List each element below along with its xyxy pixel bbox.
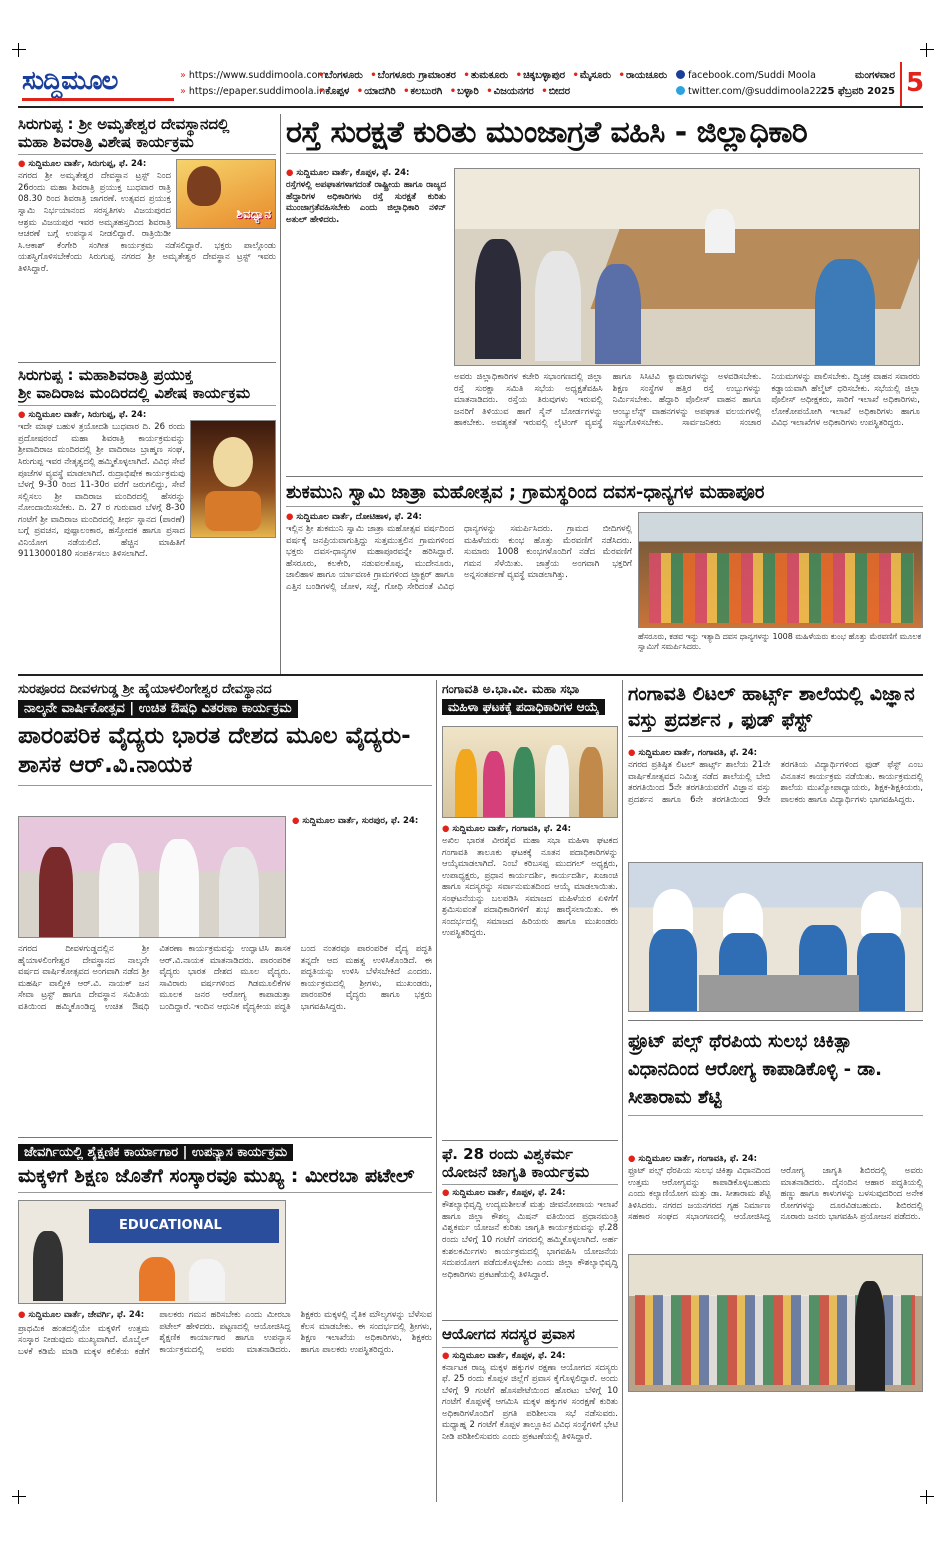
article-headline: ಗಂಗಾವತಿ ಲಿಟಲ್ ಹಾರ್ಟ್ಸ್ ಶಾಲೆಯಲ್ಲಿ ವಿಜ್ಞಾನ ವಸ್ತು ಪ್ರದರ್ಶನ , ಫುಡ್ ಫೆಸ್ಟ್ [628,682,923,737]
article-body: ನಗರದ ದೀವಳಗುಡ್ಡದಲ್ಲಿನ ಶ್ರೀ ಹೈಯಾಳಲಿಂಗೇಶ್ವರ ದೇವಸ್ಥಾನದ ನಾಲ್ಕನೇ ವರ್ಷದ ವಾರ್ಷಿಕೋತ್ಸವದ ಅಂಗವಾಗಿ ನಡೆದ ಶ್ರೀ ಮಹರ್ಷಿ ವಾಲ್ಮೀಕಿ ಆರ್.ವಿ. ನಾಯಕ್ ಜನ ಸೇವಾ ಟ್ರಸ್ಟ್ ಹಾಗೂ ದೇವಸ್ಥಾನ ಸಮಿತಿಯ ವತಿಯಿಂದ ಹಮ್ಮಿಕೊಂಡಿದ್ದ ಉಚಿತ ಔಷಧಿ ವಿತರಣಾ ಕಾರ್ಯಕ್ರಮವನ್ನು ಉದ್ಘಾಟಿಸಿ ಶಾಸಕ ಆರ್.ವಿ.ನಾಯಕ ಮಾತನಾಡಿದರು. ಪಾರಂಪರಿಕ ವೈದ್ಯರು ಭಾರತ ದೇಶದ ಮೂಲ ವೈದ್ಯರು. ಸಾವಿರಾರು ವರ್ಷಗಳಿಂದ ಗಿಡಮೂಲಿಕೆಗಳ ಮೂಲಕ ಜನರ ಆರೋಗ್ಯ ಕಾಪಾಡುತ್ತಾ ಬಂದಿದ್ದಾರೆ. ಇಂದಿನ ಆಧುನಿಕ ವೈದ್ಯಕೀಯ ಪದ್ಧತಿ ಬಂದ ನಂತರವೂ ಪಾರಂಪರಿಕ ವೈದ್ಯ ಪದ್ಧತಿ ತನ್ನದೇ ಆದ ಮಹತ್ವ ಉಳಿಸಿಕೊಂಡಿದೆ. ಈ ಪದ್ಧತಿಯನ್ನು ಉಳಿಸಿ ಬೆಳೆಸಬೇಕಿದೆ ಎಂದರು. ಕಾರ್ಯಕ್ರಮದಲ್ಲಿ ಶ್ರೀಗಳು, ಮುಖಂಡರು, ಪಾರಂಪರಿಕ ವೈದ್ಯರು ಹಾಗೂ ಭಕ್ತರು ಭಾಗವಹಿಸಿದ್ದರು. [18,944,432,1012]
photo-wall [455,169,920,229]
article-headline: ಆಯೋಗದ ಸದಸ್ಯರ ಪ್ರವಾಸ [442,1326,618,1348]
article-body: ಕೌಶಲ್ಯಾಭಿವೃದ್ಧಿ ಉದ್ಯಮಶೀಲತೆ ಮತ್ತು ಜೀವನೋಪಾಯ ಇಲಾಖೆ ಹಾಗೂ ಜಿಲ್ಲಾ ಕೌಶಲ್ಯ ಮಿಷನ್ ವತಿಯಿಂದ ಪ್ರಧಾನಮಂತ್ರಿ ವಿಶ್ವಕರ್ಮ ಯೋಜನೆ ಕುರಿತು ಜಾಗೃತಿ ಕಾರ್ಯಕ್ರಮವನ್ನು ಫೆ.28 ರಂದು ಬೆಳಿಗ್ಗೆ 10 ಗಂಟೆಗೆ ನಗರದಲ್ಲಿ ಹಮ್ಮಿಕೊಳ್ಳಲಾಗಿದೆ. ಅರ್ಹ ಕುಶಲಕರ್ಮಿಗಳು ಕಾರ್ಯಕ್ರಮದಲ್ಲಿ ಭಾಗವಹಿಸಿ ಯೋಜನೆಯ ಸದುಪಯೋಗ ಪಡೆದುಕೊಳ್ಳಬೇಕು ಎಂದು ಜಿಲ್ಲಾ ಕೌಶಲ್ಯಾಭಿವೃದ್ಧಿ ಅಧಿಕಾರಿಗಳು ಪ್ರಕಟಣೆಯಲ್ಲಿ ತಿಳಿಸಿದ್ದಾರೆ. [442,1200,618,1280]
section-rule [442,1320,618,1321]
town-item: • ತುಮಕೂರು [463,70,508,81]
column-rule [622,680,623,1502]
deity-figure [213,437,253,487]
article-body: ಅಖಿಲ ಭಾರತ ವೀರಶೈವ ಮಹಾ ಸಭಾ ಮಹಿಳಾ ಘಟಕದ ಗಂಗಾವತಿ ತಾಲೂಕು ಘಟಕಕ್ಕೆ ನೂತನ ಪದಾಧಿಕಾರಿಗಳನ್ನು ಆಯ್ಕೆಮಾಡಲಾಗಿದೆ. ನಿಂಬೆ ಕರಿಬಸಪ್ಪ ಮುದಗಲ್ ಅಧ್ಯಕ್ಷರು, ಉಪಾಧ್ಯಕ್ಷರು, ಪ್ರಧಾನ ಕಾರ್ಯದರ್ಶಿ, ಕಾರ್ಯದರ್ಶಿ, ಖಜಾಂಚಿ ಹಾಗೂ ಸದಸ್ಯರನ್ನು ಸರ್ವಾನುಮತದಿಂದ ಆಯ್ಕೆ ಮಾಡಲಾಯಿತು. ಸಂಘಟನೆಯನ್ನು ಬಲಪಡಿಸಿ ಸಮಾಜದ ಮಹಿಳೆಯರ ಏಳಿಗೆಗೆ ಶ್ರಮಿಸುವಂತೆ ಪದಾಧಿಕಾರಿಗಳಿಗೆ ಶುಭ ಹಾರೈಸಲಾಯಿತು. ಈ ಸಂದರ್ಭದಲ್ಲಿ ಸಮಾಜದ ಹಿರಿಯರು ಹಾಗೂ ಮುಖಂಡರು ಉಪಸ್ಥಿತರಿದ್ದರು. [442,836,618,939]
article-headline: ಮಕ್ಕಳಿಗೆ ಶಿಕ್ಷಣ ಜೊತೆಗೆ ಸಂಸ್ಕಾರವೂ ಮುಖ್ಯ : ಮೀರಬಾ ಪಟೇಲ್ [18,1165,432,1192]
photo-person [139,1257,175,1301]
facebook-icon [676,70,685,79]
photo-person [475,239,521,359]
workshop-photo [18,1200,286,1304]
town-item: • ರಾಯಚೂರು [619,70,668,81]
article-body: ಇದೇ ಮಾಘ ಬಹುಳ ತ್ರಯೋದಶಿ ಬುಧವಾರ ದಿ. 26 ರಂದು ಪ್ರದೋಷರಂದೆ ಮಹಾ ಶಿವರಾತ್ರಿ ಕಾರ್ಯಕ್ರಮವನ್ನು ಶ್ರೀವಾದಿರಾಜ ಮಂದಿರದಲ್ಲಿ ಶ್ರೀ ವಾದಿರಾಜ ಬ್ರಾಹ್ಮಣ ಸಂಘ, ಸಿರುಗುಪ್ಪ ಇವರ ನೇತೃತ್ವದಲ್ಲಿ ಹಮ್ಮಿಕೊಳ್ಳಲಾಗಿದೆ. ವಿವಿಧ ಸೇವೆ ಪೂಜೆಗಳ ವ್ಯವಸ್ಥೆ ಮಾಡಲಾಗಿದೆ. ರುದ್ರಾಭಿಷೇಕ ಕಾರ್ಯಕ್ರಮವು ಬೆಳಗ್ಗೆ 9-30 ರಿಂದ 11-30ರ ವರೆಗೆ ಜರುಗಲಿದ್ದು, ಸೇವೆ ಸಲ್ಲಿಸಲು ಶ್ರೀ ವಾದಿರಾಜ ಮಂದಿರದಲ್ಲಿ ಹೆಸರನ್ನು ನೋಂದಾಯಿಸಬೇಕು. ದಿ. 27 ರ ಗುರುವಾರ ಬೆಳಗ್ಗೆ 8-30 ಗಂಟೆಗೆ ಶ್ರೀ ವಾದಿರಾಜ ಮಂದಿರದಲ್ಲಿ ತೀರ್ಥ ಸ್ನಾನದ (ಪಾರಣೆ) ಬಗ್ಗೆ ಪ್ರವಚನ, ಪುಷ್ಪಾಲಂಕಾರ, ಹಸ್ತೋದಕ ಹಾಗೂ ಪ್ರಸಾದ ವಿನಿಯೋಗ ನಡೆಯಲಿದೆ. ಹೆಚ್ಚಿನ ಮಾಹಿತಿಗೆ 9113000180 ಸಂಪರ್ಕಿಸಲು ತಿಳಿಸಲಾಗಿದೆ. [18,422,185,560]
section-rule [18,362,276,363]
poster-caption: ಶಿವಧ್ಯಾನ [236,207,271,222]
a5-text [628,748,923,854]
article-shukamuni-jatra [286,482,923,670]
deity-image [190,420,276,538]
article-body: ● ಸುದ್ದಿಮೂಲ ವಾರ್ತೆ, ಜೇವರ್ಗಿ, ಫೆ. 24: ಪ್ರಾಥಮಿಕ ಹಂತದಲ್ಲಿಯೇ ಮಕ್ಕಳಿಗೆ ಉತ್ತಮ ಸಂಸ್ಕಾರ ನೀಡುವುದು ಮುಖ್ಯವಾಗಿದೆ. ಮೊಬೈಲ್ ಬಳಕೆ ಕಡಿಮೆ ಮಾಡಿ ಮಕ್ಕಳ ಕಲಿಕೆಯ ಕಡೆಗೆ ಪಾಲಕರು ಗಮನ ಹರಿಸಬೇಕು ಎಂದು ಮೀರಬಾ ಪಟೇಲ್ ಹೇಳಿದರು. ಪಟ್ಟಣದಲ್ಲಿ ಆಯೋಜಿಸಿದ್ದ ಶೈಕ್ಷಣಿಕ ಕಾರ್ಯಾಗಾರ ಹಾಗೂ ಉಪನ್ಯಾಸ ಕಾರ್ಯಕ್ರಮದಲ್ಲಿ ಅವರು ಮಾತನಾಡಿದರು. ಶಿಕ್ಷಕರು ಮಕ್ಕಳಲ್ಲಿ ನೈತಿಕ ಮೌಲ್ಯಗಳನ್ನು ಬೆಳೆಸುವ ಕೆಲಸ ಮಾಡಬೇಕು. ಈ ಸಂದರ್ಭದಲ್ಲಿ ಶ್ರೀಗಳು, ಶಿಕ್ಷಣ ಇಲಾಖೆಯ ಅಧಿಕಾರಿಗಳು, ಶಿಕ್ಷಕರು ಹಾಗೂ ಪಾಲಕರು ಉಪಸ್ಥಿತರಿದ್ದರು. [18,1310,432,1500]
article-mahila-ghataka [442,682,618,1136]
social-links [676,68,822,100]
crop-mark [12,43,26,57]
food-counter [699,975,859,1011]
article-byline: ● ಸುದ್ದಿಮೂಲ ವಾರ್ತೆ, ಸಿರುಗುಪ್ಪ, ಫೆ. 24: [18,410,276,420]
town-item: • ಬೆಂಗಳೂರು ಗ್ರಾಮಾಂತರ [370,70,456,81]
photo-person [189,1259,225,1301]
article-byline: ● ಸುದ್ದಿಮೂಲ ವಾರ್ತೆ, ಜೇವರ್ಗಿ, ಫೆ. 24: [18,1310,149,1322]
photo-person [649,929,697,1011]
article-body: ನಗರದ ಪ್ರತಿಷ್ಠಿತ ಲಿಟಲ್ ಹಾರ್ಟ್ಸ್ ಶಾಲೆಯ 21ನೇ ವಾರ್ಷಿಕೋತ್ಸವದ ನಿಮಿತ್ತ ನಡೆದ ಶಾಲೆಯಲ್ಲಿ ಬೇಬಿ ತರಗತಿಯಿಂದ 5ನೇ ತರಗತಿಯವರೆಗೆ ವಿಜ್ಞಾನ ವಸ್ತು ಪ್ರದರ್ಶನ ಹಾಗೂ 6ನೇ ತರಗತಿಯಿಂದ 9ನೇ ತರಗತಿಯ ವಿದ್ಯಾರ್ಥಿಗಳಿಂದ ಫುಡ್ ಫೆಸ್ಟ್ ಎಂಬ ವಿನೂತನ ಕಾರ್ಯಕ್ರಮ ನಡೆಯಿತು. ಕಾರ್ಯಕ್ರಮದಲ್ಲಿ ಶಾಲೆಯ ಮುಖ್ಯೋಪಾಧ್ಯಾಯರು, ಶಿಕ್ಷಕ-ಶಿಕ್ಷಕಿಯರು, ಪಾಲಕರು ಹಾಗೂ ವಿದ್ಯಾರ್ಥಿಗಳು ಭಾಗವಹಿಸಿದ್ದರು. [628,760,923,805]
chef-hat [861,891,901,937]
article-kicker: ಜೇವರ್ಗಿಯಲ್ಲಿ ಶೈಕ್ಷಣಿಕ ಕಾರ್ಯಾಗಾರ | ಉಪನ್ಯಾಸ ಕಾರ್ಯಕ್ರಮ [18,1144,432,1161]
article-byline: ● ಸುದ್ದಿಮೂಲ ವಾರ್ತೆ, ಸುರಪುರ, ಫೆ. 24: [292,816,432,826]
photo-person [545,745,569,817]
article-fruit-pulse-therapy [628,1028,923,1502]
article-body: ಇಲ್ಲಿನ ಶ್ರೀ ಶುಕಮುನಿ ಸ್ವಾಮಿ ಜಾತ್ರಾ ಮಹೋತ್ಸವ ವರ್ಷದಿಂದ ವರ್ಷಕ್ಕೆ ಜನಪ್ರಿಯವಾಗುತ್ತಿದ್ದು ಸುತ್ತಮುತ್ತಲಿನ ಗ್ರಾಮಗಳಿಂದ ಭಕ್ತರು ದವಸ-ಧಾನ್ಯಗಳ ಮಹಾಪೂರವನ್ನೇ ಹರಿಸಿದ್ದಾರೆ. ಹೆಸರೂರು, ಕಲಕೇರಿ, ನಡುವಲಕೊಪ್ಪ, ಮುದೇನೂರು, ಜಾಲಿಹಾಳ ಹಾಗೂ ರ್ಯಾವಣಕಿ ಗ್ರಾಮಗಳಿಂದ ಟ್ರ್ಯಾಕ್ಟರ್ ಹಾಗೂ ಎತ್ತಿನ ಬಂಡಿಗಳಲ್ಲಿ ಜೋಳ, ಸಜ್ಜೆ, ಗೋಧಿ ಸೇರಿದಂತೆ ವಿವಿಧ ಧಾನ್ಯಗಳನ್ನು ಸಮರ್ಪಿಸಿದರು. ಗ್ರಾಮದ ಬೀದಿಗಳಲ್ಲಿ ಮಹಿಳೆಯರು ಕುಂಭ ಹೊತ್ತು ಮೆರವಣಿಗೆ ನಡೆಸಿದರು. ಸುಮಾರು 1008 ಕುಂಭಗಳೊಂದಿಗೆ ನಡೆದ ಮೆರವಣಿಗೆ ಗಮನ ಸೆಳೆಯಿತು. ಜಾತ್ರೆಯ ಅಂಗವಾಗಿ ಭಕ್ತರಿಗೆ ಅನ್ನಸಂತರ್ಪಣೆ ವ್ಯವಸ್ಥೆ ಮಾಡಲಾಗಿತ್ತು. [286,524,632,592]
town-item: • ಕೊಪ್ಪಳ [318,86,349,97]
article-headline: ಪಾರಂಪರಿಕ ವೈದ್ಯರು ಭಾರತ ದೇಶದ ಮೂಲ ವೈದ್ಯರು- ಶಾಸಕ ಆರ್.ವಿ.ನಾಯಕ [18,722,432,786]
shuka-text-columns [286,512,632,668]
article-vadiraja [18,367,276,669]
section-rule [18,1137,432,1138]
article-jewargi-education [18,1144,432,1502]
article-byline: ● ಸುದ್ದಿಮೂಲ ವಾರ್ತೆ, ಗಂಗಾವತಿ, ಫೆ. 24: [628,748,923,758]
deity-robe [205,491,261,531]
photo-person [857,933,905,1011]
town-item: • ಬೀದರ [541,86,570,97]
photo-person [99,843,139,938]
a6-text [628,1154,923,1248]
article-byline: ● ಸುದ್ದಿಮೂಲ ವಾರ್ತೆ, ಗಂಗಾವತಿ, ಫೆ. 24: [628,1154,923,1164]
section-rule [442,1140,618,1141]
photo-person [483,751,505,817]
photo-person [595,264,641,364]
photo-person [535,251,581,361]
article-intro: ರಸ್ತೆಗಳಲ್ಲಿ ಅಪಘಾತಗಳಾಗದಂತೆ ರಾಷ್ಟ್ರೀಯ ಹಾಗೂ ರಾಜ್ಯದ ಹೆದ್ದಾರಿಗಳ ಅಧಿಕಾರಿಗಳು ರಸ್ತೆ ಸುರಕ್ಷತೆ ಕುರಿತು ಮುಂಜಾಗ್ರತೆವಹಿಸಬೇಕು ಎಂದು ಜಿಲ್ಲಾಧಿಕಾರಿ ನಳಿನ್ ಅತುಲ್ ಹೇಳಿದರು. [286,180,446,225]
article-headline: ಯೋಜನೆ ಜಾಗೃತಿ ಕಾರ್ಯಕ್ರಮ [442,1164,618,1186]
procession-photo [638,512,923,628]
newspaper-page [18,62,923,1502]
meeting-photo [454,168,920,366]
speaker-person [855,1281,885,1391]
article-byline: ● ಸುದ್ದಿಮೂಲ ವಾರ್ತೆ, ಕೊಪ್ಪಳ, ಫೆ. 24: [442,1188,618,1198]
photo-person [705,209,735,253]
lead-headline: ರಸ್ತೆ ಸುರಕ್ಷತೆ ಕುರಿತು ಮುಂಜಾಗ್ರತೆ ವಹಿಸಿ - ಜಿಲ್ಲಾಧಿಕಾರಿ [286,116,923,154]
inauguration-photo [18,816,286,938]
photo-person [815,259,875,366]
article-headline: ಶ್ರೀ ವಾದಿರಾಜ ಮಂದಿರದಲ್ಲಿ ವಿಶೇಷ ಕಾರ್ಯಕ್ರಮ [18,385,276,407]
article-kicker: ಸಿರುಗುಪ್ಪ : ಶ್ರೀ ಅಮೃತೇಶ್ವರ ದೇವಸ್ಥಾನದಲ್ಲಿ [18,116,230,133]
crowd-texture [649,553,914,623]
event-banner: EDUCATIONAL [89,1209,279,1243]
article-traditional-healers [18,682,432,1132]
issue-day: ಮಂಗಳವಾರ [854,70,895,81]
column-rule [436,680,437,1502]
photo-caption: ಹೆಸರೂರು, ಕಡವ ಇನ್ನು ಇತ್ಯಾದಿ ದವಸ ಧಾನ್ಯಗಳನ್ನು 1008 ಮಹಿಳೆಯರು ಕುಂಭ ಹೊತ್ತು ಮೆರವಣಿಗೆ ಮೂಲಕ ಸ್ವಾಮಿಗೆ ಸಮರ್ಪಿಸಿದರು. [638,632,922,652]
column-rule [280,114,281,674]
article-byline: ● ಸುದ್ದಿಮೂಲ ವಾರ್ತೆ, ಕೊಪ್ಪಳ, ಫೆ. 24: [442,1351,618,1361]
issue-date-text: 25 ಫೆಬ್ರವರಿ 2025 [820,86,895,97]
food-fest-photo [628,862,923,1012]
facebook-link[interactable]: facebook.com/Suddi Moola [676,68,822,84]
photo-person [33,1231,63,1301]
lead-article-road-safety [286,116,923,472]
town-item: • ಬಳ್ಳಾರಿ [450,86,479,97]
article-vishwakarma [442,1146,618,1316]
town-item: • ವಿಜಯನಗರ [486,86,534,97]
article-kicker-2: ನಾಲ್ಕನೇ ವಾರ್ಷಿಕೋತ್ಸವ | ಉಚಿತ ಔಷಧಿ ವಿತರಣಾ ಕಾರ್ಯಕ್ರಮ [18,700,432,717]
photo-person [513,747,535,817]
article-byline: ● ಸುದ್ದಿಮೂಲ ವಾರ್ತೆ, ಗಂಗಾವತಿ, ಫೆ. 24: [442,824,618,834]
section-rule [286,476,923,477]
newspaper-logo: ಸುದ್ದಿಮೂಲ [22,66,118,96]
article-body: ಕರ್ನಾಟಕ ರಾಜ್ಯ ಮಕ್ಕಳ ಹಕ್ಕುಗಳ ರಕ್ಷಣಾ ಆಯೋಗದ ಸದಸ್ಯರು ಫೆ. 25 ರಂದು ಕೊಪ್ಪಳ ಜಿಲ್ಲೆಗೆ ಪ್ರವಾಸ ಕೈಗೊಳ್ಳಲಿದ್ದಾರೆ. ಅಂದು ಬೆಳಿಗ್ಗೆ 9 ಗಂಟೆಗೆ ಹೊಸಪೇಟೆಯಿಂದ ಹೊರಟು ಬೆಳಿಗ್ಗೆ 10 ಗಂಟೆಗೆ ಕೊಪ್ಪಳಕ್ಕೆ ಆಗಮಿಸಿ ಮಕ್ಕಳ ಹಕ್ಕುಗಳ ಸಂರಕ್ಷಣೆ ಕುರಿತು ಅಧಿಕಾರಿಗಳೊಂದಿಗೆ ಪ್ರಗತಿ ಪರಿಶೀಲನಾ ಸಭೆ ನಡೆಸುವರು. ಮಧ್ಯಾಹ್ನ 2 ಗಂಟೆಗೆ ಕೊಪ್ಪಳ ತಾಲ್ಲೂಕಿನ ವಿವಿಧ ಸಂಸ್ಥೆಗಳಿಗೆ ಭೇಟಿ ನೀಡಿ ಪರಿಶೀಲಿಸುವರು ಎಂದು ಪ್ರಕಟಣೆಯಲ್ಲಿ ತಿಳಿಸಿದ್ದಾರೆ. [442,1362,618,1442]
section-rule [628,1020,923,1021]
event-poster-image [176,159,276,229]
article-headline: ಶುಕಮುನಿ ಸ್ವಾಮಿ ಜಾತ್ರಾ ಮಹೋತ್ಸವ ; ಗ್ರಾಮಸ್ಥರಿಂದ ದವಸ-ಧಾನ್ಯಗಳ ಮಹಾಪೂರ [286,482,923,507]
article-little-hearts [628,682,923,1016]
article-byline: ● ಸುದ್ದಿಮೂಲ ವಾರ್ತೆ, ದೋಟಿಹಾಳ, ಫೆ. 24: [286,512,632,522]
article-headline: ಮಹಿಳಾ ಘಟಕಕ್ಕೆ ಪದಾಧಿಕಾರಿಗಳ ಆಯ್ಕೆ [442,699,618,715]
issue-date [813,68,895,100]
town-item: • ಚಿಕ್ಕಬಳ್ಳಾಪುರ [516,70,565,81]
article-kicker: ಗಂಗಾವತಿ ಅ.ಭಾ.ವೀ. ಮಹಾ ಸಭಾ [442,682,580,696]
photo-person [579,747,603,817]
page-number: 5 [900,62,923,106]
article-body: ಅವರು ಜಿಲ್ಲಾಧಿಕಾರಿಗಳ ಕಚೇರಿ ಸಭಾಂಗಣದಲ್ಲಿ ಜಿಲ್ಲಾ ರಸ್ತೆ ಸುರಕ್ಷಾ ಸಮಿತಿ ಸಭೆಯ ಅಧ್ಯಕ್ಷತೆವಹಿಸಿ ಮಾತನಾಡಿದರು. ರಸ್ತೆಯ ತಿರುವುಗಳು ಇರುವಲ್ಲಿ ಜನರಿಗೆ ತಿಳಿಯುವ ಹಾಗೆ ಸೈನ್ ಬೋರ್ಡಗಳನ್ನು ಹಾಕಬೇಕು. ಅವಶ್ಯಕತೆ ಇರುವಲ್ಲಿ ಲೈಟಿಂಗ್ ವ್ಯವಸ್ಥೆ ಹಾಗೂ ಸಿಸಿಟಿವಿ ಕ್ಯಾಮರಾಗಳನ್ನು ಅಳವಡಿಸಬೇಕು. ಶಿಕ್ಷಣ ಸಂಸ್ಥೆಗಳ ಹತ್ತಿರ ರಸ್ತೆ ಉಬ್ಬುಗಳನ್ನು ನಿರ್ಮಿಸಬೇಕು. ಹೆದ್ದಾರಿ ಪೊಲೀಸ್ ವಾಹನ ಹಾಗೂ ಆಂಬ್ಯುಲೆನ್ಸ್ ವಾಹನಗಳನ್ನು ಅಪಘಾತ ವಲಯಗಳಲ್ಲಿ ಸಜ್ಜುಗೊಳಿಸಬೇಕು. ಸಾರ್ವಜನಿಕರು ಸಂಚಾರ ನಿಯಮಗಳನ್ನು ಪಾಲಿಸಬೇಕು. ದ್ವಿಚಕ್ರ ವಾಹನ ಸವಾರರು ಕಡ್ಡಾಯವಾಗಿ ಹೆಲ್ಮೆಟ್ ಧರಿಸಬೇಕು. ಸಭೆಯಲ್ಲಿ ಜಿಲ್ಲಾ ಪೊಲೀಸ್ ಅಧೀಕ್ಷಕರು, ಸಾರಿಗೆ ಇಲಾಖೆ ಅಧಿಕಾರಿಗಳು, ಲೋಕೋಪಯೋಗಿ ಇಲಾಖೆ ಅಧಿಕಾರಿಗಳು ಹಾಗೂ ವಿವಿಧ ಇಲಾಖೆಗಳ ಅಧಿಕಾರಿಗಳು ಉಪಸ್ಥಿತರಿದ್ದರು. [454,372,920,429]
office-bearers-photo [442,726,618,818]
town-item: • ಕಲಬುರಗಿ [403,86,442,97]
a3-right-column [292,816,432,938]
photo-person [455,749,477,817]
article-headline: ಫ್ರೂಟ್ ಪಲ್ಸ್ ಥೆರಪಿಯ ಸುಲಭ ಚಿಕಿತ್ಸಾ ವಿಧಾನದಿಂದ ಆರೋಗ್ಯ ಕಾಪಾಡಿಕೊಳ್ಳಿ - ಡಾ. ಸೀತಾರಾಮ ಶೆಟ್ಟಿ [628,1028,923,1116]
town-list [318,68,678,100]
article-kicker: ಸಿರುಗುಪ್ಪ : ಮಹಾಶಿವರಾತ್ರಿ ಪ್ರಯುಕ್ತ [18,367,193,384]
article-kicker: ಫೆ. 28 ರಂದು ವಿಶ್ವಕರ್ಮ [442,1146,573,1163]
article-commission-tour [442,1326,618,1502]
photo-person [159,839,199,938]
a4-text [442,824,618,940]
twitter-icon [676,86,685,95]
town-item: • ಬೆಂಗಳೂರು [318,70,363,81]
article-byline: ● ಸುದ್ದಿಮೂಲ ವಾರ್ತೆ, ಸಿರುಗುಪ್ಪ, ಫೆ. 24: [18,159,276,169]
speaker-figure [187,166,221,206]
masthead [18,62,923,108]
article-body: ನಗರದ ಶ್ರೀ ಅಮೃತೇಶ್ವರ ದೇವಸ್ಥಾನ ಟ್ರಸ್ಟ್ ನಿಂದ 26ರಂದು ಮಹಾ ಶಿವರಾತ್ರಿ ಪ್ರಯುಕ್ತ ಬುಧವಾರ ರಾತ್ರಿ 08.30 ರಿಂದ ಶಿವರಾತ್ರಿ ಜಾಗರಣೆ. ಉತ್ಸವದ ಪ್ರಯುಕ್ತ ಸ್ವಾಮಿ ನಿರ್ಭಯಾನಂದ ಸರಸ್ವತಿಗಳು ವಿಜಯಪುರದ ಆಶ್ರಮ ವಿಜಯಪುರ ಇವರ ಅಮೃತಹಸ್ತದಿಂದ ಶಿವರಾತ್ರಿ ಆಚರಣೆ ಬಗ್ಗೆ ಉಪನ್ಯಾಸ ನೀಡಲಿದ್ದಾರೆ. ರಾತ್ರಿಯಿಡೀ ಸಿ.ಆಕಾಶ್ ಕೆಂಗೇರಿ ಸಂಗೀತ ಕಾರ್ಯಕ್ರಮ ನಡೆಸಲಿದ್ದಾರೆ. ಭಕ್ತರು ಪಾಲ್ಗೊಂಡು ಯಶಸ್ವಿಗೊಳಿಸಬೇಕೆಂದು ಸಿರುಗುಪ್ಪ ನಗರದ ಶ್ರೀ ಅಮೃತೇಶ್ವರ ದೇವಸ್ಥಾನ ಟ್ರಸ್ಟ್ ಇವರು ತಿಳಿಸಿದ್ದಾರೆ. [18,171,276,274]
town-item: • ಯಾದಗಿರಿ [357,86,396,97]
photo-person [219,847,259,938]
crop-mark [920,43,934,57]
town-item: • ಮೈಸೂರು [573,70,612,81]
twitter-link[interactable]: twitter.com/@suddimoola22 [676,84,822,100]
article-headline: ಮಹಾ ಶಿವರಾತ್ರಿ ವಿಶೇಷ ಕಾರ್ಯಕ್ರಮ [18,134,276,156]
website-link[interactable]: » https://www.suddimoola.com [180,68,327,84]
epaper-link[interactable]: » https://epaper.suddimoola.in [180,84,327,100]
logo-underline [22,98,174,101]
article-body: ಫ್ರೂಟ್ ಪಲ್ಸ್ ಥೆರಪಿಯ ಸುಲಭ ಚಿಕಿತ್ಸಾ ವಿಧಾನದಿಂದ ಉತ್ತಮ ಆರೋಗ್ಯವನ್ನು ಕಾಪಾಡಿಕೊಳ್ಳಬಹುದು ಎಂದು ಕಲ್ಯಾಣಿಯೋಗ ಮತ್ತು ಡಾ. ಸೀತಾರಾಮ ಶೆಟ್ಟಿ ತಿಳಿಸಿದರು. ನಗರದ ಜಯನಗರದ ಗೃಹ ನಿರ್ಮಾಣ ಸಹಕಾರ ಸಂಘದ ಸಭಾಂಗಣದಲ್ಲಿ ಆಯೋಜಿಸಿದ್ದ ಆರೋಗ್ಯ ಜಾಗೃತಿ ಶಿಬಿರದಲ್ಲಿ ಅವರು ಮಾತನಾಡಿದರು. ದೈನಂದಿನ ಆಹಾರ ಪದ್ಧತಿಯಲ್ಲಿ ಹಣ್ಣು ಹಾಗೂ ಕಾಳುಗಳನ್ನು ಬಳಸುವುದರಿಂದ ಅನೇಕ ರೋಗಗಳನ್ನು ದೂರವಿಡಬಹುದು. ಶಿಬಿರದಲ್ಲಿ ನೂರಾರು ಜನರು ಭಾಗವಹಿಸಿ ಪ್ರಯೋಜನ ಪಡೆದರು. [628,1166,923,1223]
article-kicker: ಸುರಪೂರದ ದೀವಳಗುಡ್ಡ ಶ್ರೀ ಹೈಯಾಳಲಿಂಗೇಶ್ವರ ದೇವಸ್ಥಾನದ [18,682,272,697]
website-links [180,68,327,100]
section-rule [18,674,923,676]
lead-left-column [286,168,446,468]
photo-person [39,847,73,937]
article-amruteshwara [18,116,276,358]
article-byline: ● ಸುದ್ದಿಮೂಲ ವಾರ್ತೆ, ಕೊಪ್ಪಳ, ಫೆ. 24: [286,168,446,178]
health-camp-photo [628,1254,923,1392]
